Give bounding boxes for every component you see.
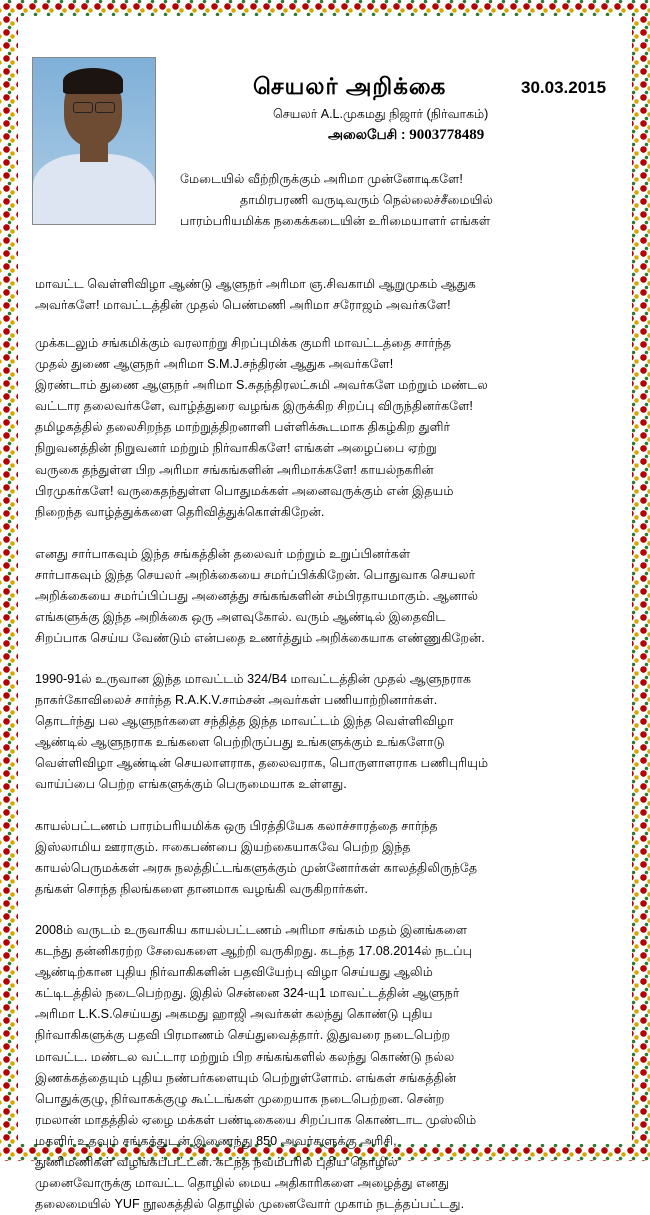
text-line: வருகை தந்துள்ள பிற அரிமா சங்கங்களின் அரிமாக்களே! காயல்நகரின் [35, 462, 434, 477]
text-line: அறிக்கையை சமர்ப்பிப்பது அனைத்து சங்கங்களின் சம்பிரதாயமாகும். ஆனால் [35, 589, 479, 604]
text-line: தங்கள் சொந்த நிலங்களை தானமாக வழங்கி வருகிறார்கள். [35, 882, 369, 897]
text-line: ரமலான் மாதத்தில் ஏழை மக்கள் பண்டிகையை சிறப்பாக கொண்டாட முஸ்லிம் [35, 1112, 477, 1127]
text-line: வாய்ப்பை பெற்ற எங்களுக்கும் பெருமையாக உள்ளது. [35, 777, 347, 792]
text-line: காயல்பட்டணம் பாரம்பரியமிக்க ஒரு பிரத்தியேக கலாச்சாரத்தை சார்ந்த [35, 819, 438, 833]
text-line: முனைவோருக்கு மாவட்ட தொழில் மைய அதிகாரிகளை அழைத்து எனது [35, 1176, 450, 1191]
text-line: ஆண்டிற்கான புதிய நிர்வாகிகளின் பதவியேற்பு விழா செய்யது ஆலிம் [35, 965, 433, 980]
text-line: துணிமணிகள் வழங்கப்பட்டன. கடந்த நவம்பரில் புதிய தொழில் [35, 1155, 398, 1170]
text-line: 2008ம் வருடம் உருவாகிய காயல்பட்டணம் அரிமா சங்கம் மதம் இனங்களை [35, 923, 468, 937]
paragraph-0 [35, 274, 608, 316]
text-line: எனது சார்பாகவும் இந்த சங்கத்தின் தலைவர் மற்றும் உறுப்பினர்கள் [35, 547, 411, 561]
text-line: முக்கடலும் சங்கமிக்கும் வரலாற்று சிறப்புமிக்க குமரி மாவட்டத்தை சார்ந்த [35, 336, 452, 350]
phone-number: 9003778489 [409, 127, 485, 143]
text-line: மாவட்ட வெள்ளிவிழா ஆண்டு ஆளுநர் அரிமா ஞ.சிவகாமி ஆறுமுகம் ஆதுக [35, 277, 476, 291]
text-line: சார்பாகவும் இந்த செயலர் அறிக்கையை சமர்ப்பிக்கிறேன். பொதுவாக செயலர் [35, 568, 476, 583]
intro-paragraph [180, 169, 608, 232]
text-line: பாரம்பரியமிக்க நகைக்கடையின் உரிமையாளர் எங்கள் [180, 214, 491, 229]
paragraph-4 [35, 816, 608, 900]
text-line: ஆண்டில் ஆளுநராக உங்களை பெற்றிருப்பது உங்களுக்கும் உங்களோடு [35, 735, 445, 750]
text-line: கட்டிடத்தில் நடைபெற்றது. இதில் சென்னை 324-யு1 மாவட்டத்தின் ஆளுநர் [35, 986, 460, 1001]
text-line: பிரமுகர்களே! வருகைதந்துள்ள பொதுமக்கள் அனைவருக்கும் என் இதயம் [35, 483, 454, 498]
text-line: நிறுவனத்தின் நிறுவனர் மற்றும் நிர்வாகிகளே! எங்கள் அழைப்பை ஏற்று [35, 441, 437, 456]
text-line: கடந்து தன்னிகரற்ற சேவைகளை ஆற்றி வருகிறது. கடந்த 17.08.2014ல் நடப்பு [35, 944, 473, 959]
text-line: வட்டார தலைவர்களே, வாழ்த்துரை வழங்க இருக்கிற சிறப்பு விருந்தினர்களே! [35, 399, 473, 414]
paragraph-3 [35, 669, 608, 796]
text-line: நிறைந்த வாழ்த்துக்களை தெரிவித்துக்கொள்கிறேன். [35, 504, 325, 519]
text-line: இணக்கத்தையும் புதிய நண்பர்களையும் பெற்றுள்ளோம். எங்கள் சங்கத்தின் [35, 1070, 457, 1085]
text-line: நாகர்கோவிலைச் சார்ந்த R.A.K.V.சாம்சன் அவர்கள் பணியாற்றினார்கள். [35, 693, 438, 708]
secretary-photo [32, 57, 156, 225]
text-line: தலைமையில் YUF நூலகத்தில் தொழில் முனைவோர் முகாம் நடத்தப்பட்டது. [35, 1197, 465, 1212]
paragraph-5 [35, 920, 608, 1215]
document-title: செயலர் அறிக்கை [253, 73, 447, 99]
text-line: இரண்டாம் துணை ஆளுநர் அரிமா S.சுதந்திரலட்சுமி அவர்களே மற்றும் மண்டல [35, 378, 488, 393]
secretary-name: செயலர் A.L.முகமது நிஜார் (நிர்வாகம்) [273, 107, 489, 121]
text-line: மேடையில் வீற்றிருக்கும் அரிமா முன்னோடிகளே! [180, 172, 463, 186]
text-line: நிர்வாகிகளுக்கு பதவி பிரமாணம் செய்துவைத்தார். இதுவரை நடைபெற்ற [35, 1028, 451, 1043]
text-line: காயல்பெருமக்கள் அரசு நலத்திட்டங்களுக்கும் முன்னோர்கள் காலத்திலிருந்தே [35, 861, 478, 876]
phone-label: அலைபேசி : [328, 127, 406, 142]
text-line: அரிமா L.K.S.செய்யது அகமது ஹாஜி அவர்கள் கலந்து கொண்டு புதிய [35, 1007, 433, 1022]
paragraph-2 [35, 544, 608, 649]
text-line: வெள்ளிவிழா ஆண்டின் செயலாளராக, தலைவராக, பொருளாளராக பணிபுரியும் [35, 756, 489, 771]
text-line: அவர்களே! மாவட்டத்தின் முதல் பெண்மணி அரிமா சரோஜம் அவர்களே! [35, 298, 451, 313]
text-line: தமிழகத்தில் தலைசிறந்த மாற்றுத்திறனாளி பள்ளிக்கூடமாக திகழ்கிற துளிர் [35, 420, 451, 435]
document-date: 30.03.2015 [521, 78, 607, 97]
text-line: முதல் துணை ஆளுநர் அரிமா S.M.J.சந்திரன் ஆதுக அவர்களே! [35, 357, 394, 372]
text-line: மாவட்ட. மண்டல வட்டார மற்றும் பிற சங்கங்களில் கலந்து கொண்டு நல்ல [35, 1049, 455, 1064]
text-line: 1990-91ல் உருவான இந்த மாவட்டம் 324/B4 மாவட்டத்தின் முதல் ஆளுநராக [35, 672, 472, 686]
text-line: பொதுக்குழு, நிர்வாகக்குழு கூட்டங்கள் முறையாக நடைபெற்றன. சென்ற [35, 1091, 445, 1106]
text-line: தாமிரபரணி வருடிவரும் நெல்லைச்சீமையில் [240, 193, 493, 208]
text-line: எங்களுக்கு இந்த அறிக்கை ஒரு அளவுகோல். வரும் ஆண்டில் இதைவிட [35, 610, 446, 625]
phone-line [328, 127, 484, 145]
text-line: இஸ்லாமிய ஊராகும். ஈகைபண்பை இயற்கையாகவே பெற்ற இந்த [35, 840, 411, 855]
text-line: மகளிர் உதவும் சங்கத்துடன் இணைந்து 850 அவர்களுக்கு அரிசி, [35, 1133, 397, 1148]
text-line: சிறப்பாக செய்ய வேண்டும் என்பதை உணர்த்தும் அறிக்கையாக எண்ணுகிறேன். [35, 631, 485, 646]
text-line: தொடர்ந்து பல ஆளுநர்களை சந்தித்த இந்த மாவட்டம் இந்த வெள்ளிவிழா [35, 714, 454, 729]
paragraph-1 [35, 333, 608, 523]
